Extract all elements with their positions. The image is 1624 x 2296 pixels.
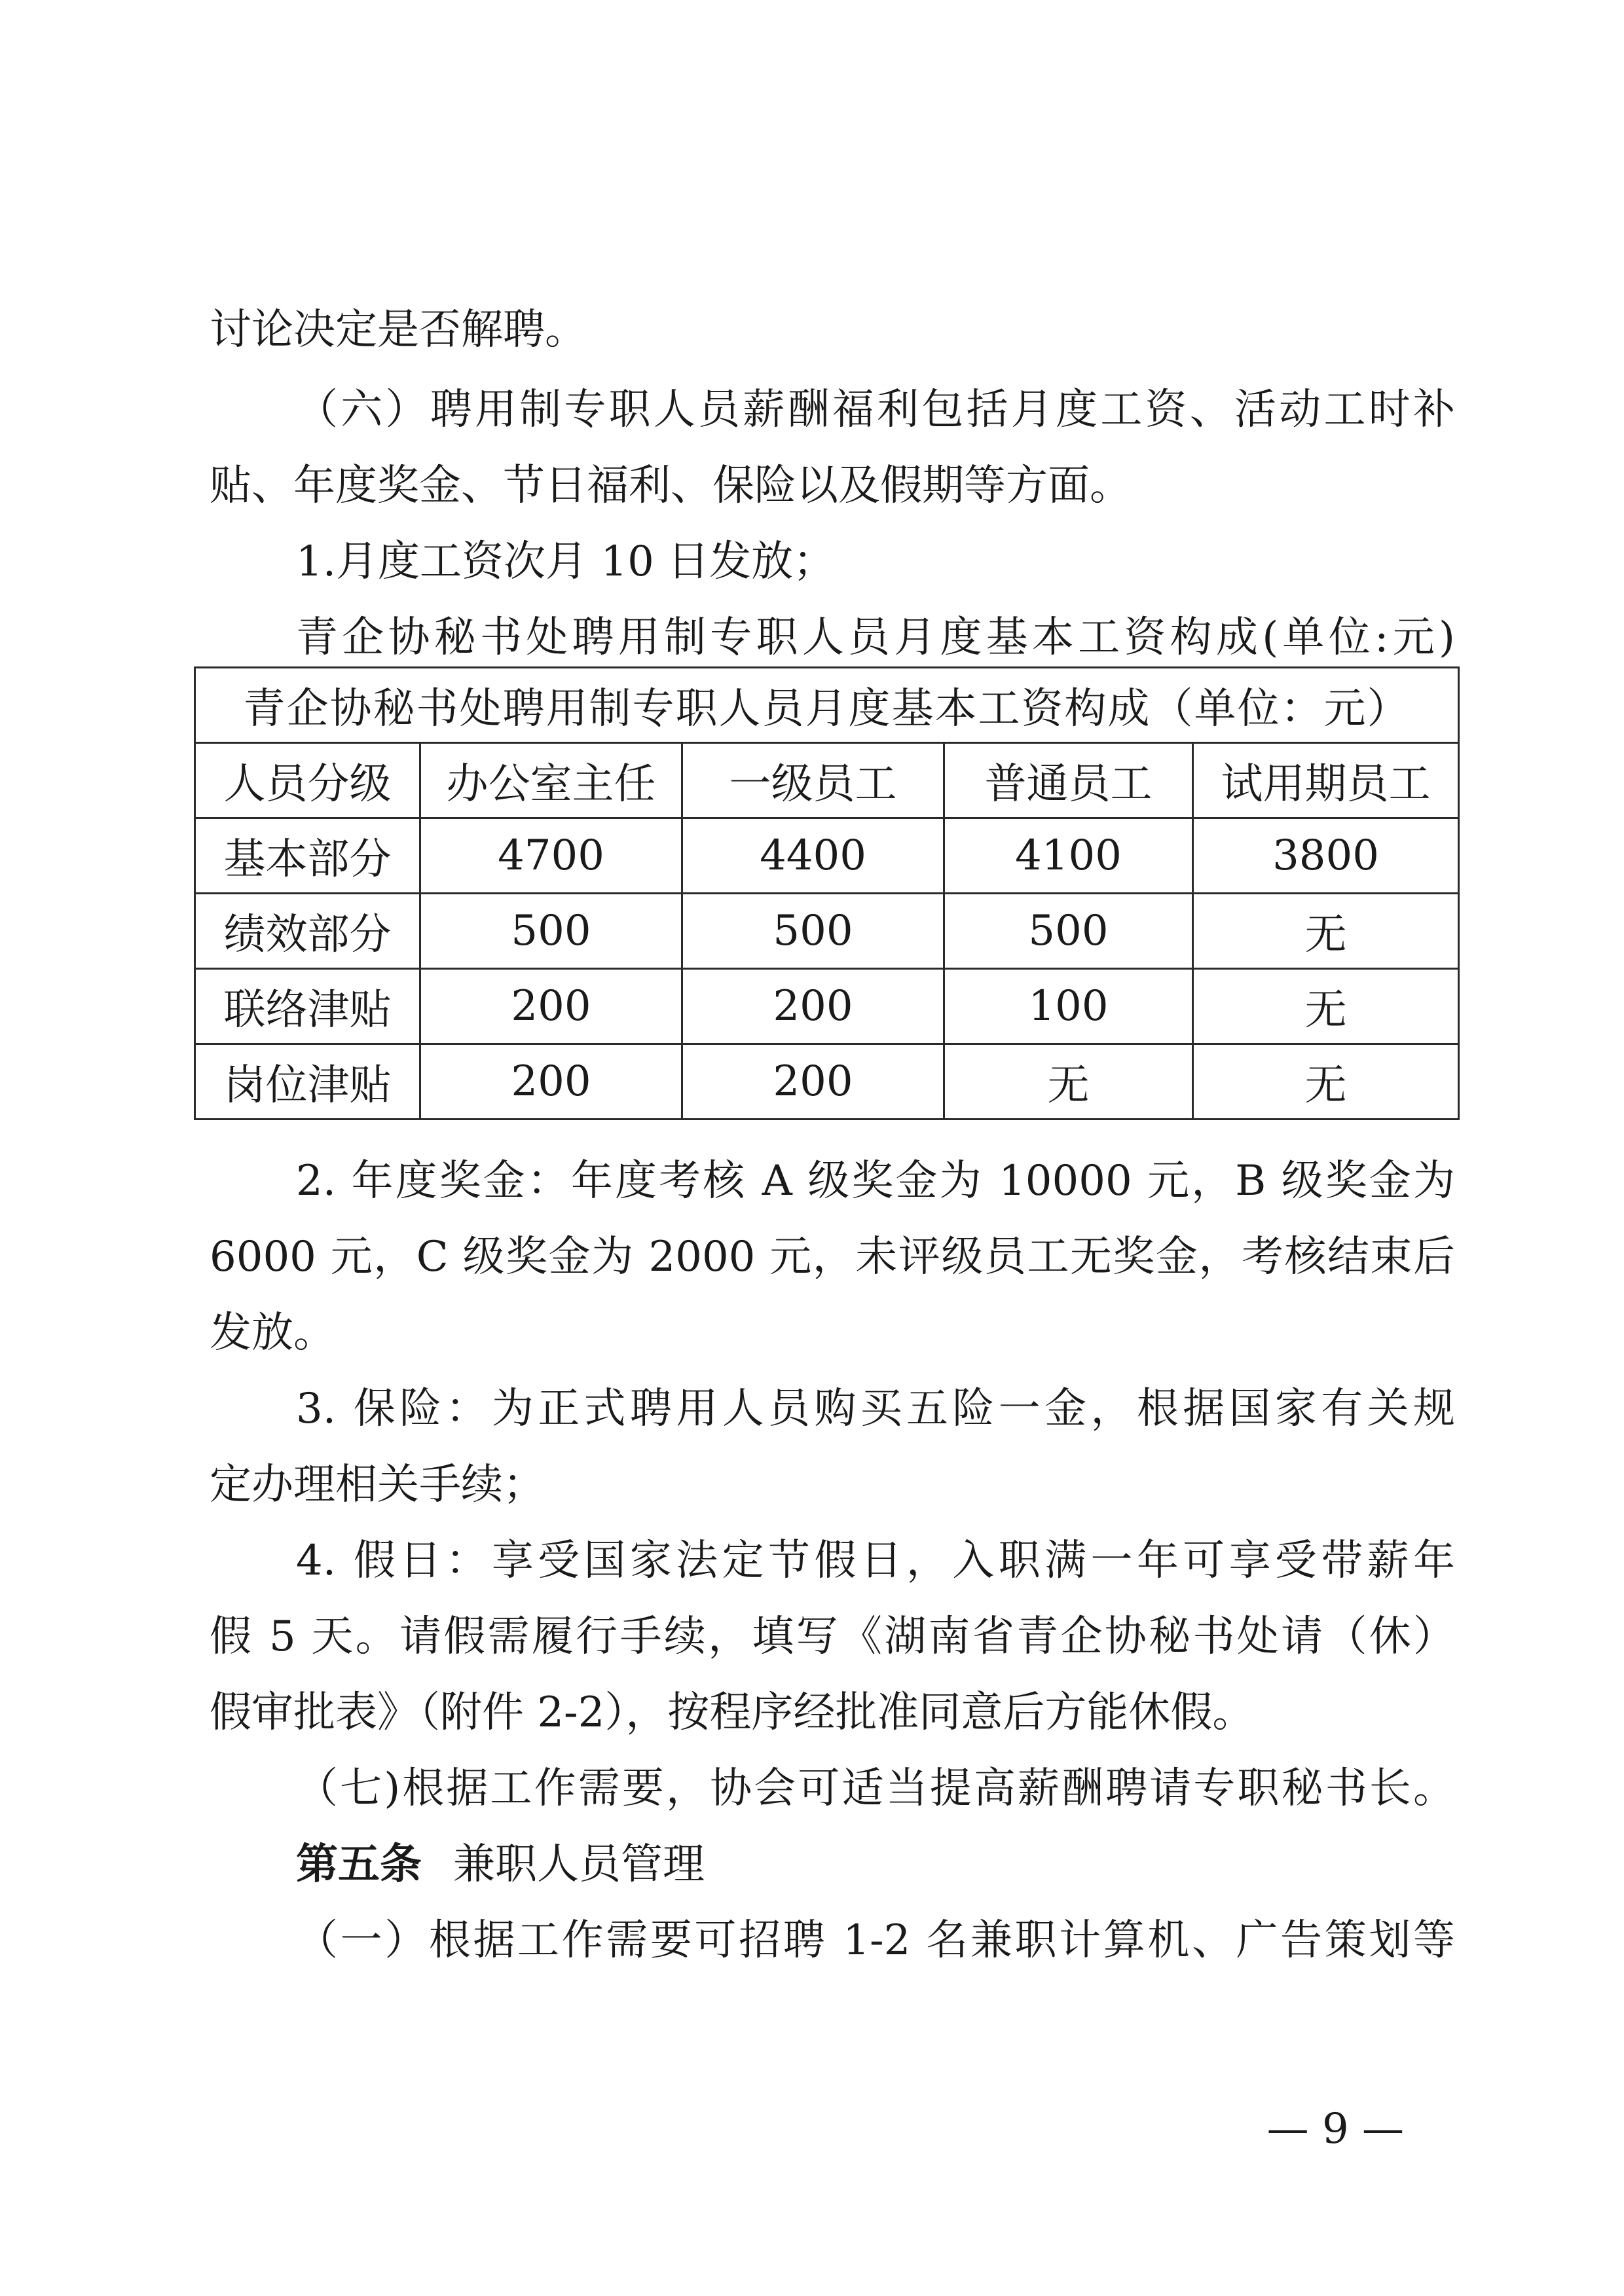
table-row bbox=[195, 894, 1459, 969]
table-cell: 无 bbox=[1193, 894, 1459, 969]
text-line: 3. 保险：为正式聘用人员购买五险一金，根据国家有关规 bbox=[296, 1385, 1455, 1433]
page-number: — 9 — bbox=[1266, 2105, 1404, 2153]
table-row bbox=[195, 818, 1459, 894]
table-header-row bbox=[195, 743, 1459, 818]
table-cell: 100 bbox=[944, 969, 1193, 1044]
table-cell: 200 bbox=[420, 969, 682, 1044]
table-header-cell: 试用期员工 bbox=[1193, 743, 1459, 818]
text-line: 2. 年度奖金：年度考核 A 级奖金为 10000 元，B 级奖金为 bbox=[296, 1157, 1455, 1205]
table-cell: 500 bbox=[682, 894, 944, 969]
table-cell: 4400 bbox=[682, 818, 944, 894]
text-line: 假 5 天。请假需履行手续，填写《湖南省青企协秘书处请（休） bbox=[210, 1613, 1455, 1661]
text-line: （一）根据工作需要可招聘 1-2 名兼职计算机、广告策划等 bbox=[296, 1916, 1455, 1965]
table-cell: 500 bbox=[420, 894, 682, 969]
article-number: 第五条 bbox=[296, 1840, 422, 1889]
table-cell: 岗位津贴 bbox=[195, 1044, 420, 1120]
table-cell: 无 bbox=[1193, 1044, 1459, 1120]
table-cell: 4700 bbox=[420, 818, 682, 894]
text-line: 讨论决定是否解聘。 bbox=[210, 306, 587, 354]
table-cell: 联络津贴 bbox=[195, 969, 420, 1044]
text-line: 4. 假日：享受国家法定节假日，入职满一年可享受带薪年 bbox=[296, 1537, 1455, 1585]
section-heading-line bbox=[296, 1838, 705, 1891]
table-header-cell: 办公室主任 bbox=[420, 743, 682, 818]
table-cell: 无 bbox=[1193, 969, 1459, 1044]
text-line: 假审批表》（附件 2-2），按程序经批准同意后方能休假。 bbox=[210, 1688, 1255, 1737]
table-cell: 500 bbox=[944, 894, 1193, 969]
table-cell: 无 bbox=[944, 1044, 1193, 1120]
text-line: 发放。 bbox=[210, 1309, 335, 1357]
table-caption: 青企协秘书处聘用制专职人员月度基本工资构成（单位：元） bbox=[195, 668, 1459, 743]
text-line: 贴、年度奖金、节日福利、保险以及假期等方面。 bbox=[210, 462, 1132, 510]
table-row bbox=[195, 1044, 1459, 1120]
article-title: 兼职人员管理 bbox=[453, 1840, 705, 1889]
table-cell: 200 bbox=[682, 969, 944, 1044]
table-cell: 3800 bbox=[1193, 818, 1459, 894]
salary-table bbox=[194, 666, 1460, 1120]
table-row bbox=[195, 969, 1459, 1044]
table-cell: 绩效部分 bbox=[195, 894, 420, 969]
text-line: （六）聘用制专职人员薪酬福利包括月度工资、活动工时补 bbox=[296, 386, 1455, 434]
table-header-cell: 一级员工 bbox=[682, 743, 944, 818]
text-line: 1.月度工资次月 10 日发放； bbox=[296, 538, 836, 586]
text-line: （七)根据工作需要，协会可适当提高薪酬聘请专职秘书长。 bbox=[296, 1764, 1455, 1813]
text-line: 6000 元，C 级奖金为 2000 元，未评级员工无奖金，考核结束后 bbox=[210, 1233, 1455, 1281]
table-header-cell: 人员分级 bbox=[195, 743, 420, 818]
text-line: 定办理相关手续； bbox=[210, 1461, 545, 1509]
table-cell: 基本部分 bbox=[195, 818, 420, 894]
text-line: 青企协秘书处聘用制专职人员月度基本工资构成(单位:元) bbox=[296, 613, 1455, 662]
table-cell: 200 bbox=[682, 1044, 944, 1120]
table-caption-row bbox=[195, 668, 1459, 743]
table-cell: 4100 bbox=[944, 818, 1193, 894]
table-cell: 200 bbox=[420, 1044, 682, 1120]
table-header-cell: 普通员工 bbox=[944, 743, 1193, 818]
